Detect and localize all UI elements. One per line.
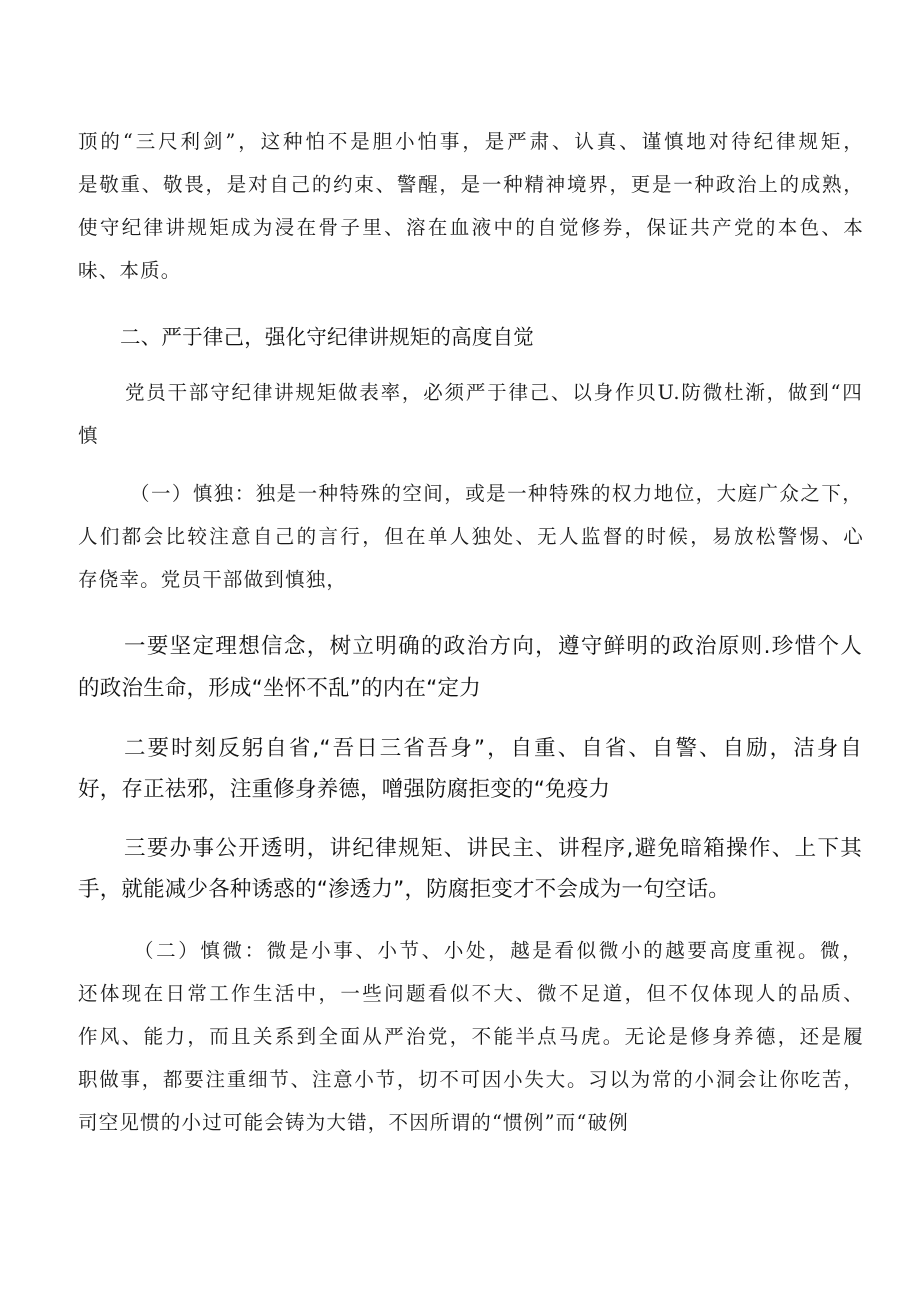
paragraph-line: 顶的“三尺利剑”，这种怕不是胆小怕事，是严肃、认真、谨慎地对待纪律规矩， [78, 130, 864, 153]
bold-item-line: 手，就能减少各种诱惑的“渗透力”，防腐拒变才不会成为一句空话。 [78, 877, 730, 902]
bold-item-line: 一要坚定理想信念，树立明确的政治方向，遵守鲜明的政治原则.珍惜个人 [124, 634, 862, 659]
paragraph-line: 人们都会比较注意自己的言行，但在单人独处、无人监督的时候，易放松警惕、心 [78, 525, 864, 548]
section-heading: 二、严于律己，强化守纪律讲规矩的高度自觉 [120, 325, 534, 349]
paragraph-line: 党员干部守纪律讲规矩做表率，必须严于律己、以身作贝U.防微杜渐，做到“四 [125, 381, 863, 404]
bold-item-line: 三要办事公开透明，讲纪律规矩、讲民主、讲程序,避免暗箱操作、上下其 [124, 836, 862, 861]
paragraph-line: 还体现在日常工作生活中，一些问题看似不大、微不足道，但不仅体现人的品质、 [78, 982, 864, 1005]
paragraph-line: 味、本质。 [78, 259, 182, 282]
bold-item-line: 好，存正祛邪，注重修身养德，噌强防腐拒变的“免疫力 [78, 777, 611, 802]
bold-item-line: 的政治生命，形成“坐怀不乱”的内在“定力 [78, 676, 481, 701]
paragraph-line: 是敬重、敬畏，是对自己的约束、警醒，是一种精神境界，更是一种政治上的成熟， [78, 173, 864, 196]
paragraph-line: 慎 [78, 424, 99, 447]
paragraph-line: 作风、能力，而且关系到全面从严治党，不能半点马虎。无论是修身养德，还是履 [78, 1025, 864, 1048]
paragraph-line: 司空见惯的小过可能会铸为大错，不因所谓的“惯例”而“破例 [78, 1111, 630, 1134]
paragraph-line: 使守纪律讲规矩成为浸在骨子里、溶在血液中的自觉修券，保证共产党的本色、本 [78, 216, 864, 239]
paragraph-line: 存侥幸。党员干部做到慎独， [78, 568, 348, 591]
paragraph-line: 职做事，都要注重细节、注意小节，切不可因小失大。习以为常的小洞会让你吃苦， [78, 1068, 864, 1091]
paragraph-line: （二）慎微：微是小事、小节、小处，越是看似微小的越要高度重视。微， [134, 939, 863, 962]
paragraph-line: （一）慎独：独是一种特殊的空间，或是一种特殊的权力地位，大庭广众之下， [130, 482, 863, 505]
bold-item-line: 二要时刻反躬自省,“吾日三省吾身”，自重、自省、自警、自励，洁身自 [124, 736, 862, 761]
